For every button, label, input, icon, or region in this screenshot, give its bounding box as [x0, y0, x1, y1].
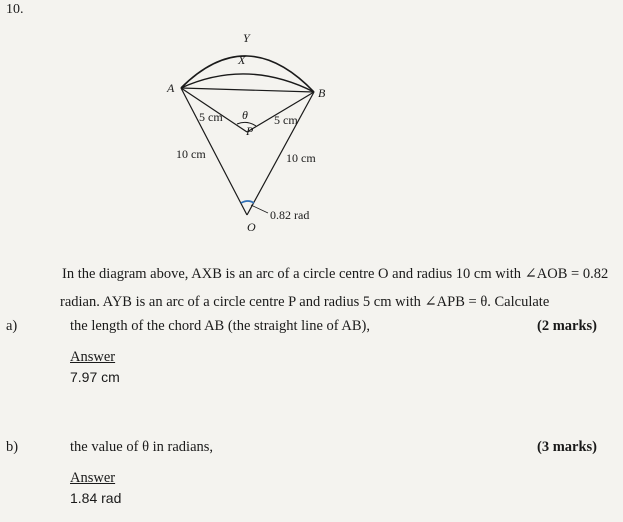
label-a: A [167, 81, 175, 95]
label-o: O [247, 220, 256, 234]
part-a-answer-label: Answer [70, 349, 116, 365]
label-bp-length: 5 cm [274, 113, 298, 127]
label-x: X [238, 53, 246, 67]
part-b-marks: (3 marks) [536, 439, 597, 455]
intro-line-1: In the diagram above, AXB is an arc of a circle centre O and radius 10 cm with ∠AOB = 0.82 [62, 266, 609, 282]
part-a-answer-value: 7.97 cm [70, 369, 120, 385]
angle-o-mark [241, 201, 254, 203]
angle-o-pointer [251, 205, 268, 213]
question-number: 10. [6, 2, 24, 17]
part-a-text: the length of the chord AB (the straight line of AB), [70, 318, 371, 334]
label-ao-length: 10 cm [176, 147, 206, 161]
part-a-marks: (2 marks) [536, 318, 597, 334]
label-b: B [318, 86, 326, 100]
part-a-label: a) [6, 318, 18, 334]
label-p: P [246, 124, 254, 138]
label-ap-length: 5 cm [199, 110, 223, 124]
part-b-label: b) [6, 439, 19, 455]
label-bo-length: 10 cm [286, 151, 316, 165]
part-b-answer-label: Answer [70, 470, 116, 486]
part-b-text: the value of θ in radians, [70, 439, 214, 455]
intro-line-2: radian. AYB is an arc of a circle centre P and radius 5 cm with ∠APB = θ. Calculate [60, 294, 550, 310]
part-b-answer-value: 1.84 rad [70, 490, 122, 506]
label-theta: θ [242, 108, 248, 122]
chord-ab [181, 88, 314, 92]
label-angle-o: 0.82 rad [270, 208, 310, 222]
label-y: Y [243, 31, 250, 45]
arc-axb [181, 74, 314, 92]
